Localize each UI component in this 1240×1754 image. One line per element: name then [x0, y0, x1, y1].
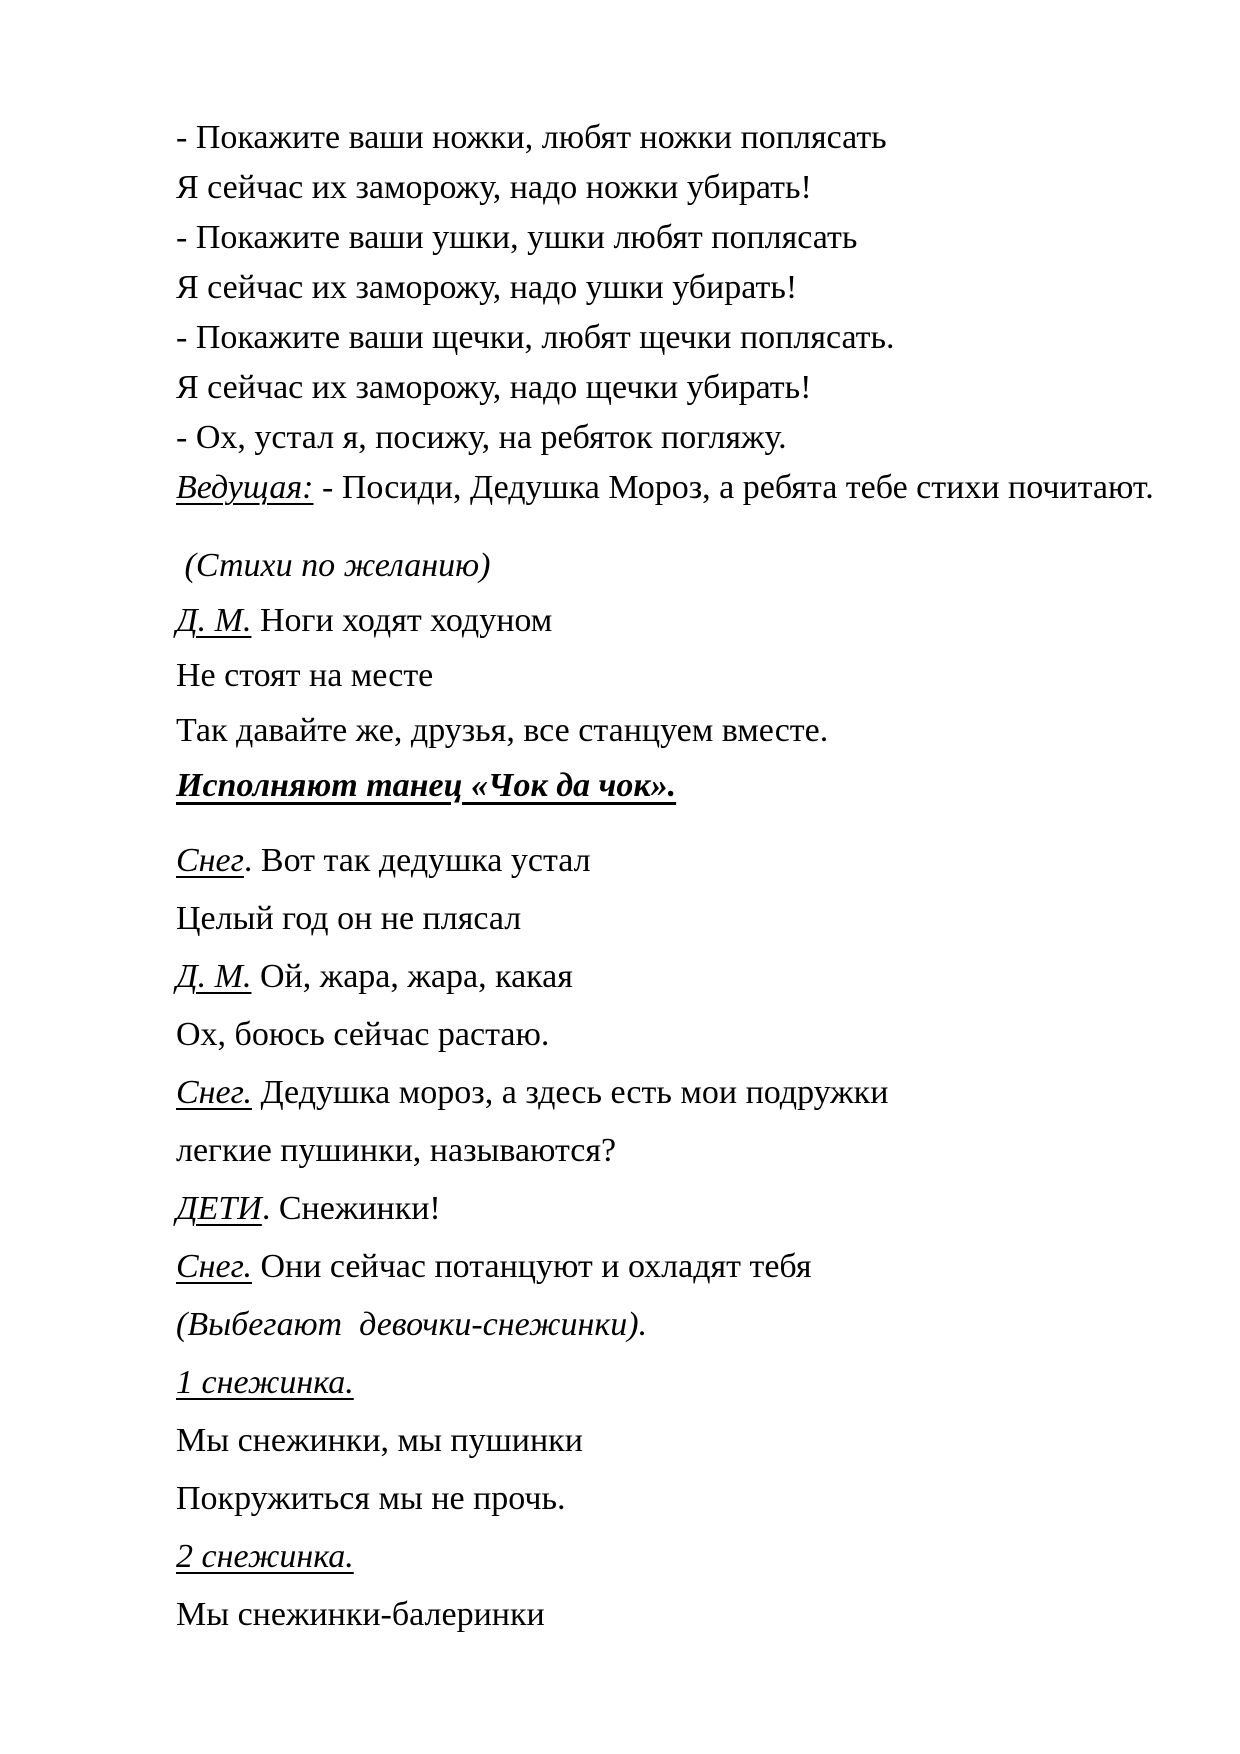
paragraph-line — [176, 263, 1200, 313]
dialogue-text: Я сейчас их заморожу, надо ушки убирать! — [176, 269, 798, 306]
dialogue-text: Они сейчас потанцуют и охладят тебя — [251, 1248, 812, 1285]
paragraph-line — [176, 593, 1200, 648]
dialogue-text: Я сейчас их заморожу, надо щечки убирать! — [176, 369, 812, 406]
dialogue-text: - Посиди, Дедушка Мороз, а ребята тебе стихи почитают. — [313, 469, 1154, 506]
dialogue-text: Мы снежинки, мы пушинки — [176, 1422, 583, 1459]
paragraph-line — [176, 213, 1200, 263]
dialogue-text: Дедушка мороз, а здесь есть мои подружки — [251, 1074, 889, 1111]
speaker-label: Снег. — [176, 1074, 252, 1111]
dialogue-text: - Ох, устал я, посижу, на ребяток погляжу. — [176, 419, 787, 456]
dialogue-text: Я сейчас их заморожу, надо ножки убирать! — [176, 169, 812, 206]
paragraph-line — [176, 1528, 1200, 1586]
paragraph-line — [176, 890, 1200, 948]
paragraph-line — [176, 703, 1200, 758]
dialogue-text: Целый год он не плясал — [176, 900, 522, 937]
paragraph-line — [176, 1122, 1200, 1180]
paragraph-line — [176, 758, 1200, 813]
dialogue-text: Ноги ходят ходуном — [251, 602, 553, 639]
dialogue-text: - Покажите ваши ушки, ушки любят поплясать — [176, 219, 858, 256]
paragraph-gap — [176, 513, 1200, 538]
paragraph-line — [176, 163, 1200, 213]
paragraph-line — [176, 313, 1200, 363]
paragraph-line — [176, 463, 1200, 513]
dialogue-text: Ой, жара, жара, какая — [251, 958, 573, 995]
dialogue-text: . Снежинки! — [261, 1190, 441, 1227]
paragraph-line — [176, 948, 1200, 1006]
stage-direction: (Выбегают девочки-снежинки). — [176, 1306, 648, 1343]
speaker-label: Д. М. — [176, 958, 252, 995]
dialogue-text: Покружиться мы не прочь. — [176, 1480, 566, 1517]
paragraph-line — [176, 363, 1200, 413]
speaker-label: Ведущая: — [176, 469, 314, 506]
paragraph-line — [176, 1296, 1200, 1354]
dialogue-text: Мы снежинки-балеринки — [176, 1596, 545, 1633]
paragraph-line — [176, 1586, 1200, 1644]
dialogue-text: Не стоят на месте — [176, 657, 434, 694]
stage-direction: (Стихи по желанию) — [176, 547, 491, 584]
paragraph-line — [176, 413, 1200, 463]
speaker-label: Снег. — [176, 1248, 252, 1285]
dialogue-text: - Покажите ваши ножки, любят ножки поплясать — [176, 119, 887, 156]
paragraph-gap — [176, 813, 1200, 832]
dance-heading: Исполняют танец «Чок да чок». — [176, 767, 677, 804]
paragraph-line — [176, 1354, 1200, 1412]
dialogue-text: легкие пушинки, называются? — [176, 1132, 617, 1169]
paragraph-line — [176, 1006, 1200, 1064]
speaker-label: Д. М. — [176, 602, 252, 639]
speaker-label: Снег — [176, 842, 244, 879]
speaker-label: 2 снежинка. — [176, 1538, 354, 1575]
paragraph-line — [176, 1238, 1200, 1296]
speaker-label: 1 снежинка. — [176, 1364, 354, 1401]
paragraph-line — [176, 648, 1200, 703]
paragraph-line — [176, 1180, 1200, 1238]
paragraph-line — [176, 538, 1200, 593]
paragraph-line — [176, 113, 1200, 163]
paragraph-line — [176, 1412, 1200, 1470]
dialogue-text: - Покажите ваши щечки, любят щечки поплясать. — [176, 319, 895, 356]
paragraph-line — [176, 1470, 1200, 1528]
dialogue-text: . Вот так дедушка устал — [243, 842, 591, 879]
paragraph-line — [176, 832, 1200, 890]
speaker-label: ДЕТИ — [176, 1190, 262, 1227]
dialogue-text: Так давайте же, друзья, все станцуем вместе. — [176, 712, 829, 749]
paragraph-line — [176, 1064, 1200, 1122]
dialogue-text: Ох, боюсь сейчас растаю. — [176, 1016, 550, 1053]
